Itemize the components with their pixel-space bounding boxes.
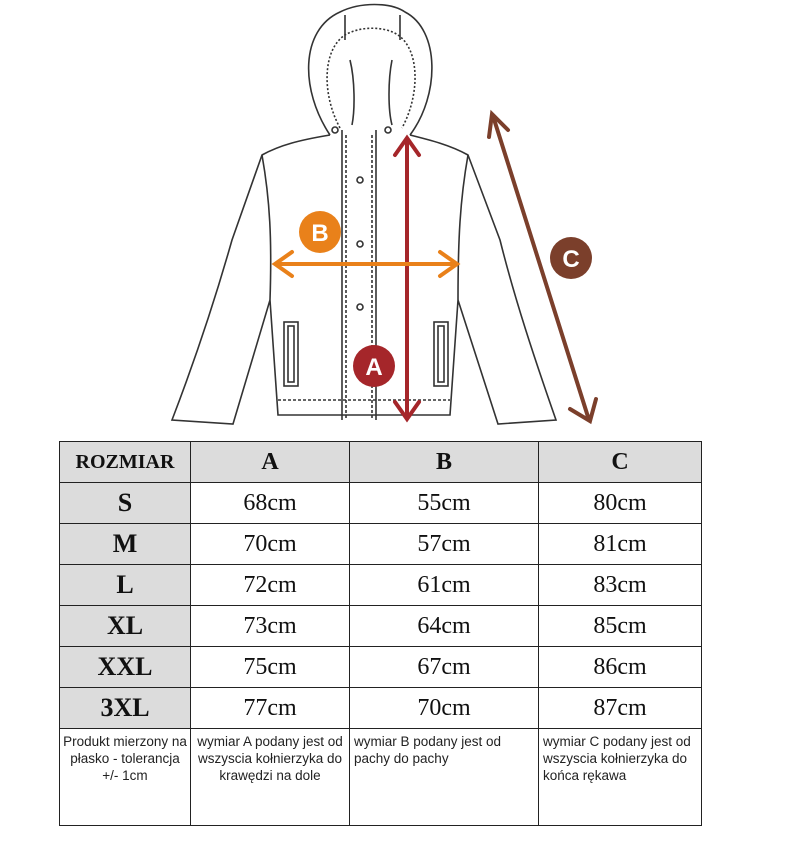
table-row	[60, 483, 702, 524]
size-label: L	[60, 565, 191, 606]
table-row	[60, 524, 702, 565]
note-measurement-tolerance: Produkt mierzony na płasko - tolerancja +/- 1cm	[60, 729, 191, 826]
header-c: C	[539, 442, 702, 483]
size-chart-table	[59, 441, 702, 826]
value-c: 86cm	[539, 647, 702, 688]
note-dimension-b: wymiar B podany jest od pachy do pachy	[350, 729, 539, 826]
value-a: 77cm	[191, 688, 350, 729]
size-label: M	[60, 524, 191, 565]
value-a: 68cm	[191, 483, 350, 524]
value-b: 55cm	[350, 483, 539, 524]
value-b: 61cm	[350, 565, 539, 606]
value-c: 81cm	[539, 524, 702, 565]
value-b: 67cm	[350, 647, 539, 688]
value-b: 64cm	[350, 606, 539, 647]
header-rozmiar: ROZMIAR	[60, 442, 191, 483]
value-b: 57cm	[350, 524, 539, 565]
value-a: 72cm	[191, 565, 350, 606]
table-header-row	[60, 442, 702, 483]
value-c: 87cm	[539, 688, 702, 729]
value-a: 73cm	[191, 606, 350, 647]
svg-text:A: A	[365, 354, 383, 381]
size-label: S	[60, 483, 191, 524]
value-a: 70cm	[191, 524, 350, 565]
table-row	[60, 688, 702, 729]
value-c: 80cm	[539, 483, 702, 524]
badge-a	[353, 345, 395, 387]
table-notes-row	[60, 729, 702, 826]
svg-text:B: B	[311, 220, 329, 247]
header-a: A	[191, 442, 350, 483]
size-label: XL	[60, 606, 191, 647]
badge-c	[550, 237, 592, 279]
size-label: 3XL	[60, 688, 191, 729]
note-dimension-c: wymiar C podany jest od wszyscia kołnierzyka do końca rękawa	[539, 729, 702, 826]
note-dimension-a: wymiar A podany jest od wszyscia kołnierzyka do krawędzi na dole	[191, 729, 350, 826]
table-row	[60, 565, 702, 606]
value-c: 85cm	[539, 606, 702, 647]
measure-arrow-a	[395, 138, 419, 419]
table-row	[60, 647, 702, 688]
header-b: B	[350, 442, 539, 483]
table-row	[60, 606, 702, 647]
measure-arrow-b	[275, 252, 457, 276]
value-a: 75cm	[191, 647, 350, 688]
value-c: 83cm	[539, 565, 702, 606]
badge-b	[299, 211, 341, 253]
size-label: XXL	[60, 647, 191, 688]
svg-text:C: C	[562, 246, 580, 273]
value-b: 70cm	[350, 688, 539, 729]
